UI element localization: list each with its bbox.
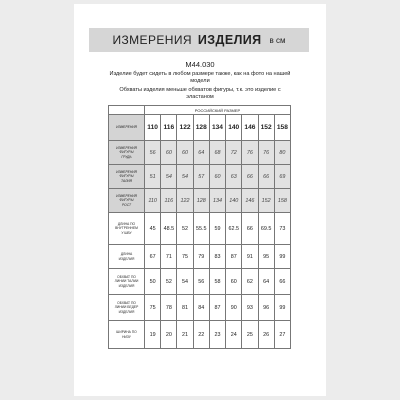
measurement-label-line: ТАЛИЯ xyxy=(121,178,132,183)
size-cell: 152 xyxy=(258,115,274,141)
title-word-garment: ИЗДЕЛИЯ xyxy=(197,33,262,47)
measurement-label-line: ЛИНИИ БЕДЕР xyxy=(114,305,139,310)
title-units: в см xyxy=(269,35,286,45)
measurement-value: 134 xyxy=(209,189,225,213)
measurement-label-line: ВНУТРЕННЕМ xyxy=(115,226,138,231)
measurement-value: 80 xyxy=(274,141,290,165)
measurement-value: 52 xyxy=(161,269,177,295)
size-row-label: ИЗМЕРЕНИЯ xyxy=(109,115,145,141)
measurement-label-line: РОСТ xyxy=(121,202,132,207)
measurement-label xyxy=(109,269,145,295)
table-corner-cell xyxy=(109,106,145,115)
table-row xyxy=(109,321,291,349)
measurement-value: 64 xyxy=(193,141,209,165)
measurement-value: 110 xyxy=(145,189,161,213)
measurement-value: 95 xyxy=(258,245,274,269)
measurement-value: 67 xyxy=(145,245,161,269)
measurement-value: 122 xyxy=(177,189,193,213)
size-cell: 122 xyxy=(177,115,193,141)
size-row xyxy=(109,115,291,141)
measurement-value: 52 xyxy=(177,213,193,245)
russian-size-header: РОССИЙСКИЙ РАЗМЕР xyxy=(145,106,291,115)
measurement-value: 66 xyxy=(274,269,290,295)
measurement-value: 87 xyxy=(226,245,242,269)
fit-note-line-2: модели xyxy=(190,78,210,84)
table-row xyxy=(109,213,291,245)
measurement-label-line: ОБХВАТ ПО xyxy=(117,301,136,306)
measurement-label-line: ИЗДЕЛИЯ xyxy=(118,256,135,261)
measurement-label-line: ОБХВАТ ПО xyxy=(117,275,136,280)
table-row xyxy=(109,295,291,321)
table-row xyxy=(109,189,291,213)
measurement-value: 59 xyxy=(209,213,225,245)
measurement-value: 76 xyxy=(242,141,258,165)
measurement-value: 24 xyxy=(226,321,242,349)
measurement-label-line: ИЗМЕРЕНИЯ xyxy=(116,194,137,199)
chart-title-bar xyxy=(89,28,309,52)
measurement-value: 128 xyxy=(193,189,209,213)
table-row xyxy=(109,245,291,269)
measurement-value: 60 xyxy=(177,141,193,165)
measurement-value: 69.5 xyxy=(258,213,274,245)
elastane-note-line-1: Обхваты изделия меньше обхватов фигуры, т.к. это изделие с xyxy=(119,87,281,93)
measurement-label-line: ИЗМЕРЕНИЯ xyxy=(116,146,137,151)
size-cell: 140 xyxy=(226,115,242,141)
measurement-value: 55.5 xyxy=(193,213,209,245)
measurement-value: 116 xyxy=(161,189,177,213)
measurement-value: 71 xyxy=(161,245,177,269)
title-word-measurements: ИЗМЕРЕНИЯ xyxy=(112,33,192,47)
measurement-value: 54 xyxy=(161,165,177,189)
measurement-label-line: ИЗДЕЛИЯ xyxy=(118,309,135,314)
measurement-value: 76 xyxy=(258,141,274,165)
size-cell: 146 xyxy=(242,115,258,141)
measurement-label-line: ГРУДЬ xyxy=(121,154,132,159)
measurement-label-line: ДЛИНА ПО xyxy=(117,222,136,227)
measurement-label xyxy=(109,189,145,213)
measurement-value: 81 xyxy=(177,295,193,321)
measurement-value: 25 xyxy=(242,321,258,349)
measurement-value: 56 xyxy=(193,269,209,295)
measurement-label xyxy=(109,213,145,245)
measurement-value: 48.5 xyxy=(161,213,177,245)
measurement-value: 79 xyxy=(193,245,209,269)
measurement-value: 96 xyxy=(258,295,274,321)
measurement-value: 60 xyxy=(209,165,225,189)
measurement-value: 23 xyxy=(209,321,225,349)
measurement-value: 99 xyxy=(274,295,290,321)
measurement-label xyxy=(109,295,145,321)
size-cell: 110 xyxy=(145,115,161,141)
measurement-value: 91 xyxy=(242,245,258,269)
table-group-header-row xyxy=(109,106,291,115)
measurement-value: 93 xyxy=(242,295,258,321)
measurement-label-line: ИЗДЕЛИЯ xyxy=(118,283,135,288)
measurement-value: 66 xyxy=(242,165,258,189)
measurement-value: 83 xyxy=(209,245,225,269)
measurement-value: 66 xyxy=(242,213,258,245)
table-row xyxy=(109,141,291,165)
measurement-value: 75 xyxy=(177,245,193,269)
measurement-value: 21 xyxy=(177,321,193,349)
elastane-note xyxy=(90,87,310,101)
measurement-label xyxy=(109,321,145,349)
measurement-value: 146 xyxy=(242,189,258,213)
measurement-value: 27 xyxy=(274,321,290,349)
measurement-value: 50 xyxy=(145,269,161,295)
size-chart-sheet xyxy=(74,4,326,396)
measurement-value: 87 xyxy=(209,295,225,321)
size-cell: 158 xyxy=(274,115,290,141)
measurement-label-line: ФИГУРЫ xyxy=(119,174,134,179)
measurement-label-line: ФИГУРЫ xyxy=(119,198,134,203)
measurement-label-line: ЛИНИИ ТАЛИИ xyxy=(114,279,139,284)
measurement-value: 140 xyxy=(226,189,242,213)
measurement-value: 60 xyxy=(226,269,242,295)
measurement-value: 22 xyxy=(193,321,209,349)
measurement-value: 51 xyxy=(145,165,161,189)
measurement-value: 58 xyxy=(209,269,225,295)
size-cell: 116 xyxy=(161,115,177,141)
measurement-value: 84 xyxy=(193,295,209,321)
article-number: М44.030 xyxy=(185,60,215,69)
measurement-value: 66 xyxy=(258,165,274,189)
measurement-value: 90 xyxy=(226,295,242,321)
measurement-value: 152 xyxy=(258,189,274,213)
measurement-value: 45 xyxy=(145,213,161,245)
size-cell: 134 xyxy=(209,115,225,141)
measurement-value: 64 xyxy=(258,269,274,295)
measurement-value: 57 xyxy=(193,165,209,189)
elastane-note-line-2: эластаном xyxy=(186,94,214,100)
measurement-value: 20 xyxy=(161,321,177,349)
measurement-value: 99 xyxy=(274,245,290,269)
measurement-value: 26 xyxy=(258,321,274,349)
measurement-label-line: ШИРИНА ПО xyxy=(116,330,137,335)
measurement-value: 78 xyxy=(161,295,177,321)
measurement-label-line: ИЗМЕРЕНИЯ xyxy=(116,170,137,175)
measurement-value: 73 xyxy=(274,213,290,245)
fit-note xyxy=(90,71,310,85)
size-table xyxy=(108,105,291,349)
measurement-label xyxy=(109,165,145,189)
measurement-value: 75 xyxy=(145,295,161,321)
measurement-label-line: У ШВУ xyxy=(121,230,132,235)
measurement-value: 69 xyxy=(274,165,290,189)
measurement-label-line: ФИГУРЫ xyxy=(119,150,134,155)
measurement-value: 56 xyxy=(145,141,161,165)
measurement-value: 63 xyxy=(226,165,242,189)
measurement-value: 158 xyxy=(274,189,290,213)
measurement-value: 54 xyxy=(177,165,193,189)
fit-note-line-1: Изделие будет сидеть в любом размере также, как на фото на нашей xyxy=(109,71,291,77)
measurement-value: 68 xyxy=(209,141,225,165)
measurement-label-line: ДЛИНА xyxy=(120,252,133,257)
measurement-label xyxy=(109,141,145,165)
measurement-value: 62 xyxy=(242,269,258,295)
size-cell: 128 xyxy=(193,115,209,141)
measurement-label xyxy=(109,245,145,269)
table-row xyxy=(109,165,291,189)
measurement-value: 19 xyxy=(145,321,161,349)
measurement-value: 60 xyxy=(161,141,177,165)
measurement-value: 54 xyxy=(177,269,193,295)
measurement-label-line: НИЗУ xyxy=(122,334,131,339)
measurement-value: 62.5 xyxy=(226,213,242,245)
measurement-value: 72 xyxy=(226,141,242,165)
table-row xyxy=(109,269,291,295)
